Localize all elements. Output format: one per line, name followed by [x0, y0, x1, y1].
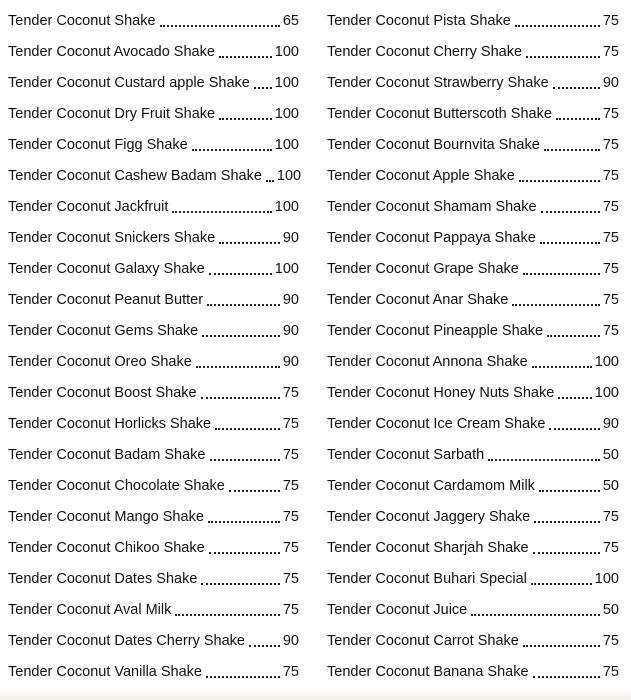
menu-item-price: 90: [282, 292, 299, 308]
menu-item-price: 75: [282, 602, 299, 618]
menu-item-price: 90: [602, 416, 619, 432]
menu-item-price: 75: [602, 13, 619, 29]
dot-leader: [215, 428, 280, 430]
dot-leader: [512, 304, 599, 306]
menu-item-name: Tender Coconut Jaggery Shake: [327, 509, 531, 525]
menu-item-row: [8, 409, 299, 440]
menu-column-left: [8, 6, 302, 688]
menu-item-name: Tender Coconut Snickers Shake: [8, 230, 216, 246]
menu-item-price: 75: [602, 106, 619, 122]
menu-item-row: [327, 564, 619, 595]
menu-item-name: Tender Coconut Juice: [327, 602, 468, 618]
menu-item-row: [8, 564, 299, 595]
menu-item-name: Tender Coconut Pista Shake: [327, 13, 511, 29]
dot-leader: [254, 87, 272, 89]
menu-item-price: 90: [282, 323, 299, 339]
menu-item-row: [8, 533, 299, 564]
dot-leader: [515, 25, 600, 27]
dot-leader: [249, 645, 280, 647]
menu-item-price: 75: [282, 385, 299, 401]
menu-item-row: [8, 347, 299, 378]
dot-leader: [208, 521, 280, 523]
menu-item-row: [327, 254, 619, 285]
menu-item-row: [327, 192, 619, 223]
menu-item-name: Tender Coconut Badam Shake: [8, 447, 206, 463]
menu-item-row: [327, 502, 619, 533]
menu-item-name: Tender Coconut Dates Cherry Shake: [8, 633, 245, 649]
dot-leader: [526, 56, 600, 58]
menu-item-name: Tender Coconut Shamam Shake: [327, 199, 537, 215]
menu-item-price: 75: [602, 540, 619, 556]
menu-item-row: [8, 471, 299, 502]
dot-leader: [219, 242, 280, 244]
menu-item-name: Tender Coconut Butterscoth Shake: [327, 106, 552, 122]
dot-leader: [209, 273, 272, 275]
menu-item-name: Tender Coconut Dates Shake: [8, 571, 198, 587]
menu-item-row: [327, 99, 619, 130]
dot-leader: [553, 87, 600, 89]
dot-leader: [547, 335, 600, 337]
menu-item-price: 75: [602, 199, 619, 215]
menu-item-name: Tender Coconut Cashew Badam Shake: [8, 168, 262, 184]
menu-item-name: Tender Coconut Sarbath: [327, 447, 485, 463]
menu-item-name: Tender Coconut Gems Shake: [8, 323, 199, 339]
menu-item-row: [8, 595, 299, 626]
menu-item-row: [8, 626, 299, 657]
menu-item-price: 100: [274, 44, 299, 60]
dot-leader: [209, 552, 280, 554]
dot-leader: [549, 428, 599, 430]
menu-item-name: Tender Coconut Banana Shake: [327, 664, 529, 680]
menu-item-name: Tender Coconut Annona Shake: [327, 354, 528, 370]
menu-item-price: 100: [274, 137, 299, 153]
menu-item-name: Tender Coconut Pineapple Shake: [327, 323, 544, 339]
menu-item-price: 75: [602, 261, 619, 277]
menu-item-name: Tender Coconut Sharjah Shake: [327, 540, 529, 556]
menu-item-price: 75: [602, 664, 619, 680]
menu-item-row: [327, 285, 619, 316]
menu-item-name: Tender Coconut Chocolate Shake: [8, 478, 225, 494]
menu-item-name: Tender Coconut Avocado Shake: [8, 44, 215, 60]
dot-leader: [534, 521, 600, 523]
dot-leader: [532, 366, 592, 368]
menu-item-price: 50: [602, 447, 619, 463]
menu-item-row: [8, 161, 302, 192]
menu-item-row: [327, 378, 619, 409]
menu-item-row: [8, 378, 299, 409]
dot-leader: [523, 273, 600, 275]
menu-item-name: Tender Coconut Galaxy Shake: [8, 261, 205, 277]
dot-leader: [266, 180, 274, 182]
menu-item-name: Tender Coconut Cherry Shake: [327, 44, 523, 60]
menu-item-row: [327, 347, 619, 378]
menu-item-name: Tender Coconut Strawberry Shake: [327, 75, 549, 91]
menu-item-row: [327, 6, 619, 37]
dot-leader: [202, 335, 280, 337]
menu-item-row: [327, 37, 619, 68]
dot-leader: [533, 552, 600, 554]
menu-item-name: Tender Coconut Jackfruit: [8, 199, 169, 215]
menu-item-row: [8, 68, 299, 99]
dot-leader: [539, 490, 600, 492]
dot-leader: [541, 211, 600, 213]
menu-item-price: 75: [282, 664, 299, 680]
menu-item-name: Tender Coconut Chikoo Shake: [8, 540, 205, 556]
menu-item-price: 100: [594, 354, 619, 370]
dot-leader: [201, 583, 279, 585]
menu-item-name: Tender Coconut Bournvita Shake: [327, 137, 540, 153]
dot-leader: [201, 397, 280, 399]
menu-item-row: [8, 502, 299, 533]
dot-leader: [160, 25, 280, 27]
menu-item-price: 75: [602, 509, 619, 525]
menu-item-row: [8, 192, 299, 223]
dot-leader: [533, 676, 600, 678]
menu-item-name: Tender Coconut Peanut Butter: [8, 292, 204, 308]
menu-item-name: Tender Coconut Oreo Shake: [8, 354, 192, 370]
menu-item-price: 75: [602, 44, 619, 60]
menu-item-name: Tender Coconut Anar Shake: [327, 292, 509, 308]
menu-item-price: 75: [282, 447, 299, 463]
menu-item-price: 100: [274, 75, 299, 91]
menu-item-row: [327, 130, 619, 161]
dot-leader: [206, 676, 280, 678]
dot-leader: [172, 211, 271, 213]
dot-leader: [471, 614, 600, 616]
menu-item-name: Tender Coconut Vanilla Shake: [8, 664, 202, 680]
menu-item-price: 90: [282, 354, 299, 370]
menu-item-row: [8, 285, 299, 316]
menu-item-price: 75: [282, 509, 299, 525]
menu-item-row: [8, 316, 299, 347]
dot-leader: [210, 459, 280, 461]
menu-item-name: Tender Coconut Carrot Shake: [327, 633, 519, 649]
menu-item-row: [327, 471, 619, 502]
menu-item-row: [327, 626, 619, 657]
menu-item-name: Tender Coconut Boost Shake: [8, 385, 197, 401]
dot-leader: [544, 149, 600, 151]
menu-item-name: Tender Coconut Cardamom Milk: [327, 478, 535, 494]
menu-item-price: 75: [602, 633, 619, 649]
menu-item-row: [8, 657, 299, 688]
menu-item-row: [327, 409, 619, 440]
menu-item-price: 75: [602, 137, 619, 153]
menu-item-row: [327, 223, 619, 254]
menu-item-row: [327, 440, 619, 471]
dot-leader: [519, 180, 600, 182]
menu-item-row: [8, 6, 299, 37]
menu-item-name: Tender Coconut Dry Fruit Shake: [8, 106, 216, 122]
menu-item-row: [8, 37, 299, 68]
menu-item-price: 100: [594, 571, 619, 587]
menu-item-price: 90: [282, 230, 299, 246]
dot-leader: [540, 242, 600, 244]
menu-item-row: [327, 533, 619, 564]
menu-item-price: 90: [602, 75, 619, 91]
menu-item-row: [8, 223, 299, 254]
menu-item-name: Tender Coconut Figg Shake: [8, 137, 188, 153]
menu-item-name: Tender Coconut Honey Nuts Shake: [327, 385, 555, 401]
menu-item-price: 75: [602, 292, 619, 308]
menu-item-row: [327, 595, 619, 626]
menu-item-price: 75: [602, 230, 619, 246]
menu-item-price: 100: [274, 261, 299, 277]
dot-leader: [556, 118, 600, 120]
dot-leader: [219, 118, 272, 120]
menu-item-price: 65: [282, 13, 299, 29]
menu-column-right: [327, 6, 619, 688]
dot-leader: [523, 645, 600, 647]
menu-item-row: [327, 316, 619, 347]
dot-leader: [229, 490, 280, 492]
menu-item-name: Tender Coconut Horlicks Shake: [8, 416, 212, 432]
dot-leader: [196, 366, 280, 368]
menu-item-name: Tender Coconut Apple Shake: [327, 168, 515, 184]
page-bottom-edge: [0, 690, 631, 700]
menu-item-price: 100: [594, 385, 619, 401]
menu-item-price: 75: [602, 168, 619, 184]
menu-item-name: Tender Coconut Grape Shake: [327, 261, 519, 277]
menu-item-price: 75: [282, 478, 299, 494]
menu-item-price: 75: [282, 416, 299, 432]
menu-item-name: Tender Coconut Ice Cream Shake: [327, 416, 546, 432]
menu-item-row: [8, 440, 299, 471]
menu-item-price: 75: [282, 571, 299, 587]
dot-leader: [192, 149, 272, 151]
menu-item-row: [327, 161, 619, 192]
menu-item-price: 75: [282, 540, 299, 556]
dot-leader: [558, 397, 591, 399]
menu-item-row: [8, 130, 299, 161]
menu-item-price: 50: [602, 602, 619, 618]
menu-item-name: Tender Coconut Mango Shake: [8, 509, 204, 525]
menu-item-name: Tender Coconut Pappaya Shake: [327, 230, 536, 246]
menu-item-price: 90: [282, 633, 299, 649]
menu-item-row: [8, 99, 299, 130]
menu-item-price: 100: [274, 106, 299, 122]
dot-leader: [207, 304, 280, 306]
menu-item-name: Tender Coconut Shake: [8, 13, 156, 29]
menu-item-row: [327, 68, 619, 99]
menu-item-row: [327, 657, 619, 688]
menu-item-row: [8, 254, 299, 285]
dot-leader: [488, 459, 600, 461]
menu-item-price: 100: [274, 199, 299, 215]
menu-item-name: Tender Coconut Buhari Special: [327, 571, 527, 587]
menu-item-price: 100: [276, 168, 302, 184]
menu-item-price: 50: [602, 478, 619, 494]
dot-leader: [219, 56, 272, 58]
menu-item-name: Tender Coconut Custard apple Shake: [8, 75, 250, 91]
menu-item-name: Tender Coconut Aval Milk: [8, 602, 172, 618]
dot-leader: [531, 583, 592, 585]
dot-leader: [175, 614, 280, 616]
menu-item-price: 75: [602, 323, 619, 339]
